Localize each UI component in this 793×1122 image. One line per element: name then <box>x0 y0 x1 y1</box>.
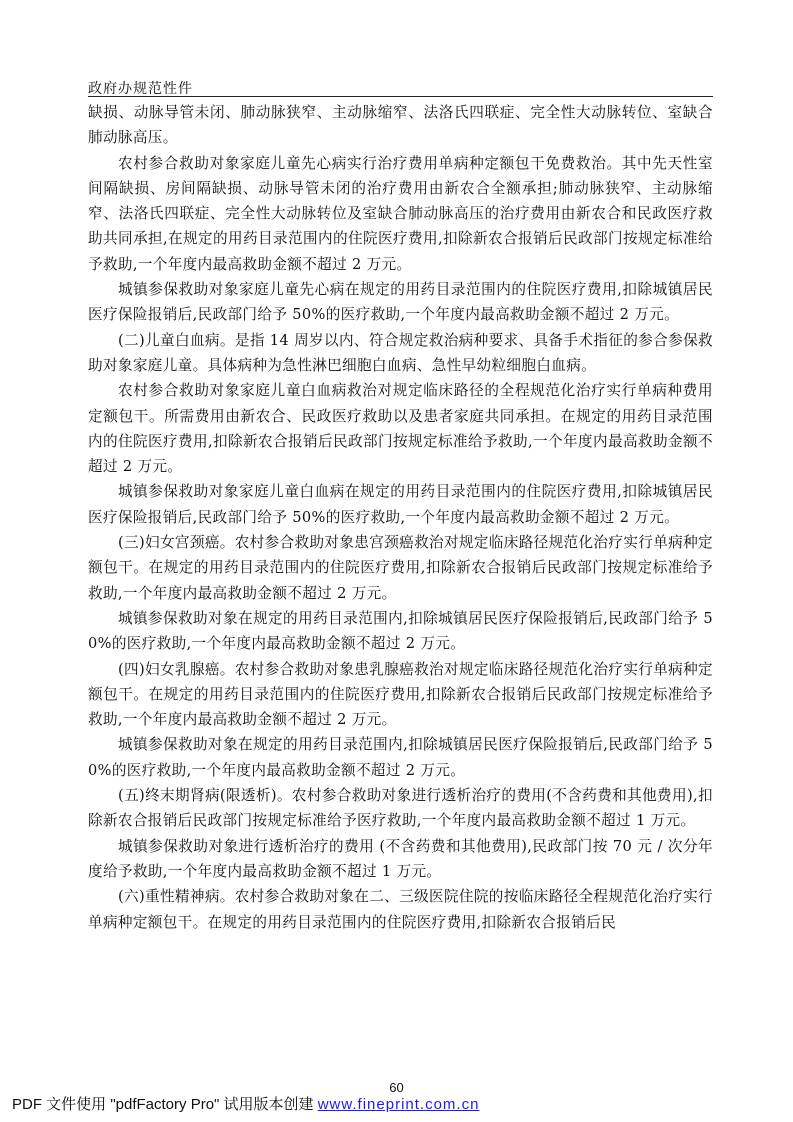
body-paragraph-3: 城镇参保救助对象家庭儿童先心病在规定的用药目录范围内的住院医疗费用,扣除城镇居民医疗保险报销后,民政部门给予 50%的医疗救助,一个年度内最高救助金额不超过 2 万元。 <box>88 281 713 324</box>
pdf-footer <box>12 1093 479 1114</box>
body-paragraph-4: (二)儿童白血病。是指 14 周岁以内、符合规定救治病种要求、具备手术指征的参合参保救助对象家庭儿童。具体病种为急性淋巴细胞白血病、急性早幼粒细胞白血病。 <box>88 331 713 374</box>
body-paragraph-12: 城镇参保救助对象进行透析治疗的费用 (不含药费和其他费用),民政部门按 70 元 / 次分年度给予救助,一个年度内最高救助金额不超过 1 万元。 <box>88 837 713 880</box>
body-paragraph-7: (三)妇女宫颈癌。农村参合救助对象患宫颈癌救治对规定临床路径规范化治疗实行单病种定额包干。在规定的用药目录范围内的住院医疗费用,扣除新农合报销后民政部门按规定标准给予救助,一个年度内最高救助金额不超过 2 万元。 <box>88 534 713 602</box>
footer-link[interactable]: www.fineprint.com.cn <box>317 1096 480 1113</box>
body-paragraph-5: 农村参合救助对象家庭儿童白血病救治对规定临床路径的全程规范化治疗实行单病种费用定额包干。所需费用由新农合、民政医疗救助以及患者家庭共同承担。在规定的用药目录范围内的住院医疗费用,扣除新农合报销后民政部门按规定标准给予救助,一个年度内最高救助金额不超过 2 万元。 <box>88 382 713 476</box>
body-paragraph-1: 缺损、动脉导管未闭、肺动脉狭窄、主动脉缩窄、法洛氏四联症、完全性大动脉转位、室缺合肺动脉高压。 <box>88 104 713 147</box>
body-paragraph-2: 农村参合救助对象家庭儿童先心病实行治疗费用单病种定额包干免费救治。其中先天性室间隔缺损、房间隔缺损、动脉导管未闭的治疗费用由新农合全额承担;肺动脉狭窄、主动脉缩窄、法洛氏四联症、完全性大动脉转位及室缺合肺动脉高压的治疗费用由新农合和民政医疗救助共同承担,在规定的用药目录范围内的住院医疗费用,扣除新农合报销后民政部门按规定标准给予救助,一个年度内最高救助金额不超过 2 万元。 <box>88 154 713 273</box>
body-paragraph-9: (四)妇女乳腺癌。农村参合救助对象患乳腺癌救治对规定临床路径规范化治疗实行单病种定额包干。在规定的用药目录范围内的住院医疗费用,扣除新农合报销后民政部门按规定标准给予救助,一个年度内最高救助金额不超过 2 万元。 <box>88 660 713 729</box>
running-header: 政府办规范性件 <box>88 81 193 97</box>
body-paragraph-11: (五)终末期肾病(限透析)。农村参合救助对象进行透析治疗的费用(不含药费和其他费用),扣除新农合报销后民政部门按规定标准给予医疗救助,一个年度内最高救助金额不超过 1 万元。 <box>88 787 713 830</box>
document-body <box>88 100 713 935</box>
body-paragraph-10: 城镇参保救助对象在规定的用药目录范围内,扣除城镇居民医疗保险报销后,民政部门给予 50%的医疗救助,一个年度内最高救助金额不超过 2 万元。 <box>88 736 713 779</box>
page-number: 60 <box>389 1080 404 1095</box>
body-paragraph-8: 城镇参保救助对象在规定的用药目录范围内,扣除城镇居民医疗保险报销后,民政部门给予 50%的医疗救助,一个年度内最高救助金额不超过 2 万元。 <box>88 609 713 653</box>
header-rule <box>88 96 713 97</box>
body-paragraph-13: (六)重性精神病。农村参合救助对象在二、三级医院住院的按临床路径全程规范化治疗实行单病种定额包干。在规定的用药目录范围内的住院医疗费用,扣除新农合报销后民 <box>88 888 713 931</box>
footer-text: PDF 文件使用 "pdfFactory Pro" 试用版本创建 <box>12 1096 318 1113</box>
body-paragraph-6: 城镇参保救助对象家庭儿童白血病在规定的用药目录范围内的住院医疗费用,扣除城镇居民医疗保险报销后,民政部门给予 50%的医疗救助,一个年度内最高救助金额不超过 2 万元。 <box>88 483 713 526</box>
